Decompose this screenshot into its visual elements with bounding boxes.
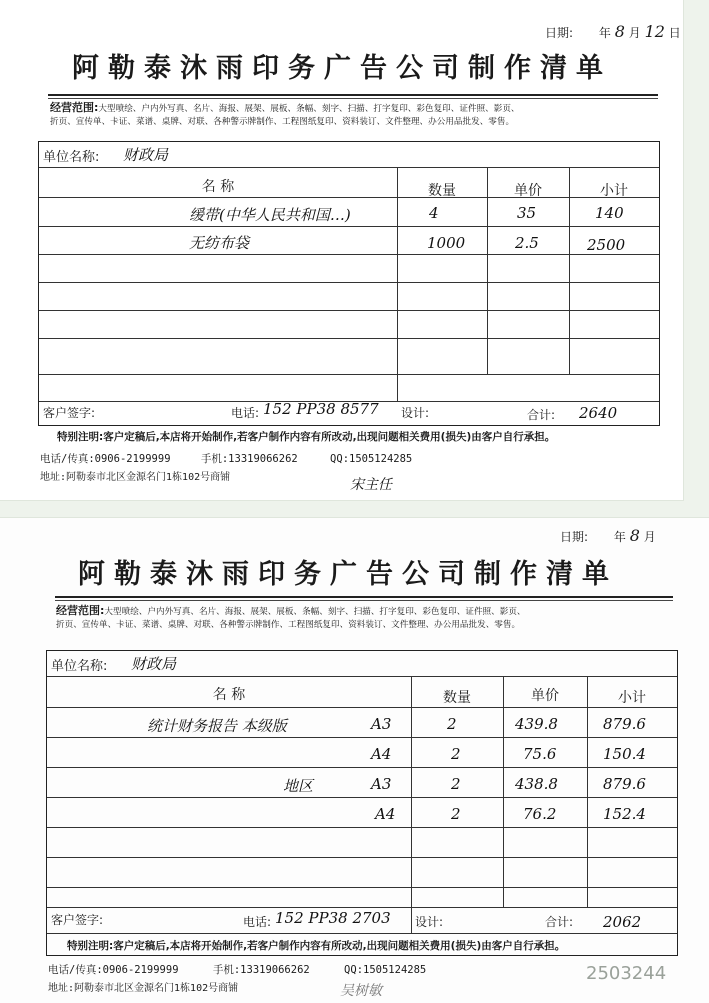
- phone-value: 152 PP38 2703: [275, 909, 391, 927]
- order-table: [38, 141, 660, 443]
- scope-label: 经营范围:: [56, 604, 105, 617]
- contact-line: [40, 451, 412, 466]
- row-4-size: A4: [375, 805, 396, 823]
- tel-fax-label: 电话/传真:: [48, 964, 103, 976]
- date-month-label: 月: [643, 530, 656, 544]
- row-2-subtotal: 2500: [587, 236, 626, 254]
- design-label: 设计:: [401, 406, 430, 420]
- receipt-sheet-1: [0, 0, 683, 500]
- customer-sign-label: 客户签字:: [51, 913, 104, 927]
- row-1-subtotal: 879.6: [603, 715, 646, 733]
- row-1-size: A3: [371, 715, 392, 733]
- date-month-label: 月: [628, 26, 641, 40]
- row-1-subtotal: 140: [595, 204, 624, 222]
- row-4-price: 76.2: [523, 805, 557, 823]
- address-value: 阿勒泰市北区金源名门1栋102号商铺: [66, 472, 231, 483]
- row-2-price: 2.5: [515, 234, 539, 252]
- date-field: [560, 526, 656, 545]
- tel-fax-value: 0906-2199999: [94, 453, 171, 465]
- date-year-label: 年: [613, 530, 626, 544]
- col-header-qty: 数量: [428, 183, 456, 199]
- contact-line: [48, 962, 426, 977]
- total-value: 2062: [603, 913, 642, 931]
- col-header-price: 单价: [531, 688, 559, 704]
- total-value: 2640: [579, 404, 618, 422]
- row-3-size: A3: [371, 775, 392, 793]
- row-2-subtotal: 150.4: [603, 745, 646, 763]
- unit-name-value: 财政局: [123, 146, 169, 164]
- address-line: [48, 979, 238, 994]
- row-4-qty: 2: [451, 805, 461, 823]
- row-2-size: A4: [371, 745, 392, 763]
- title-rule-thin: [55, 600, 673, 601]
- date-label: 日期:: [545, 26, 574, 40]
- col-header-name: 名 称: [201, 179, 235, 195]
- mobile-label: 手机:: [212, 964, 241, 976]
- special-note: 特别注明:客户定稿后,本店将开始制作,若客户制作内容有所改动,出现问题相关费用(损失)由客户自行承担。: [67, 940, 566, 952]
- special-note: 特别注明:客户定稿后,本店将开始制作,若客户制作内容有所改动,出现问题相关费用(损失)由客户自行承担。: [57, 431, 556, 443]
- row-1-price: 439.8: [515, 715, 558, 733]
- design-label: 设计:: [415, 915, 444, 929]
- row-1-price: 35: [517, 204, 537, 222]
- col-header-subtotal: 小计: [618, 690, 646, 706]
- business-scope: [56, 604, 686, 632]
- document-title: 阿勒泰沐雨印务广告公司制作清单: [72, 53, 612, 84]
- date-day-label: 日: [668, 26, 681, 40]
- signature: 吴树敏: [340, 983, 382, 999]
- phone-label: 电话:: [243, 915, 272, 929]
- row-3-subtotal: 879.6: [603, 775, 646, 793]
- row-2-qty: 2: [451, 745, 461, 763]
- address-line: [40, 468, 230, 483]
- qq-label: QQ:: [344, 964, 364, 976]
- phone-label: 电话:: [231, 406, 260, 420]
- row-1-qty: 2: [447, 715, 457, 733]
- signature: 宋主任: [350, 477, 392, 493]
- business-scope: [50, 101, 670, 129]
- row-2-name: 无纺布袋: [189, 234, 250, 252]
- mobile-label: 手机:: [200, 453, 229, 465]
- phone-value: 152 PP38 8577: [263, 400, 379, 418]
- tel-fax-label: 电话/传真:: [40, 453, 95, 465]
- unit-name-value: 财政局: [131, 655, 177, 673]
- date-year-label: 年: [598, 26, 611, 40]
- address-value: 阿勒泰市北区金源名门1栋102号商铺: [74, 983, 239, 994]
- mobile-value: 13319066262: [228, 453, 298, 465]
- row-1-qty: 4: [429, 204, 439, 222]
- row-3-price: 438.8: [515, 775, 558, 793]
- row-1-name: 统计财务报告 本级版: [147, 717, 287, 735]
- title-rule-thin: [48, 98, 658, 99]
- col-header-subtotal: 小计: [600, 183, 628, 199]
- date-month-value: 8: [614, 22, 625, 41]
- qq-label: QQ:: [330, 453, 350, 465]
- address-label: 地址:: [40, 472, 67, 483]
- row-3-name: 地区: [283, 777, 314, 795]
- qq-value: 1505124285: [349, 453, 413, 465]
- row-3-qty: 2: [451, 775, 461, 793]
- address-label: 地址:: [48, 983, 75, 994]
- date-field: [545, 22, 681, 41]
- mobile-value: 13319066262: [240, 964, 310, 976]
- col-header-name: 名 称: [212, 687, 246, 703]
- order-table: [46, 650, 678, 956]
- qq-value: 1505124285: [363, 964, 427, 976]
- total-label: 合计:: [527, 408, 556, 422]
- date-month-value: 8: [629, 526, 640, 545]
- receipt-sheet-2: [0, 518, 709, 1003]
- unit-name-label: 单位名称:: [43, 150, 100, 165]
- document-number-stamp: 2503244: [586, 963, 667, 984]
- row-1-name: 缓带(中华人民共和国…): [189, 206, 351, 224]
- unit-name-label: 单位名称:: [51, 659, 108, 674]
- date-label: 日期:: [560, 530, 589, 544]
- tel-fax-value: 0906-2199999: [102, 964, 179, 976]
- total-label: 合计:: [545, 915, 574, 929]
- scope-line-1: 大型喷绘、户内外写真、名片、海报、展架、展板、条幅、刻字、扫描、打字复印、彩色复印、证件照、影页、: [104, 607, 526, 617]
- row-2-qty: 1000: [427, 234, 466, 252]
- row-4-subtotal: 152.4: [603, 805, 646, 823]
- title-rule: [48, 94, 658, 96]
- row-2-price: 75.6: [523, 745, 557, 763]
- col-header-qty: 数量: [443, 690, 471, 706]
- customer-sign-label: 客户签字:: [43, 406, 96, 420]
- scope-label: 经营范围:: [50, 101, 99, 114]
- scope-line-2: 折页、宣传单、卡证、菜谱、桌牌、对联、各种警示牌制作、工程图纸复印、资料装订、文件整理、办公用品批发、零售。: [56, 620, 521, 630]
- document-title: 阿勒泰沐雨印务广告公司制作清单: [78, 559, 618, 590]
- scope-line-2: 折页、宣传单、卡证、菜谱、桌牌、对联、各种警示牌制作、工程图纸复印、资料装订、文件整理、办公用品批发、零售。: [50, 117, 515, 127]
- col-header-price: 单价: [514, 183, 542, 199]
- title-rule: [55, 596, 673, 598]
- date-day-value: 12: [644, 22, 665, 41]
- scope-line-1: 大型喷绘、户内外写真、名片、海报、展架、展板、条幅、刻字、扫描、打字复印、彩色复印、证件照、影页、: [98, 104, 520, 114]
